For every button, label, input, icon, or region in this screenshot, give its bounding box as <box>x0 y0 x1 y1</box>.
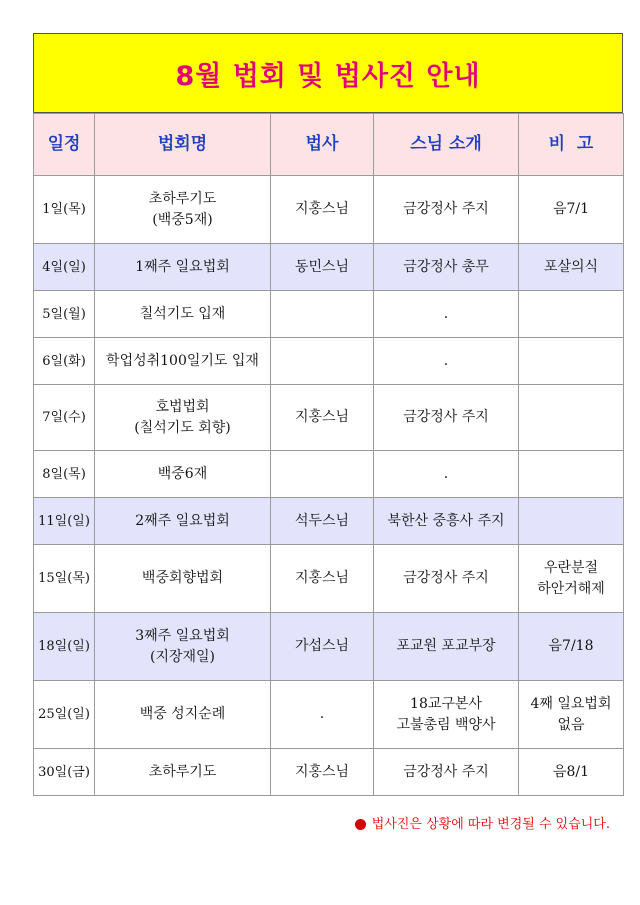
note-cell-line: 음8/1 <box>552 763 590 780</box>
note-cell <box>519 338 624 385</box>
monk-cell <box>271 291 374 338</box>
note-cell <box>519 681 624 749</box>
header-intro: 스님 소개 <box>374 114 519 176</box>
schedule-body <box>34 176 624 796</box>
event-cell <box>95 498 271 545</box>
date-cell-text: 11일(일) <box>38 513 90 529</box>
bullet-dot-icon <box>355 819 366 830</box>
monk-cell <box>271 338 374 385</box>
event-cell <box>95 338 271 385</box>
monk-cell-text: 지홍스님 <box>294 201 350 217</box>
intro-cell-line: . <box>443 465 449 482</box>
note-cell <box>519 244 624 291</box>
table-row <box>34 244 624 291</box>
schedule-sheet <box>33 33 623 796</box>
note-cell-line: 없음 <box>557 716 585 733</box>
intro-cell <box>374 338 519 385</box>
date-cell <box>34 451 95 498</box>
event-cell <box>95 291 271 338</box>
event-cell-line: (백중5재) <box>152 211 213 228</box>
monk-cell-text: 가섭스님 <box>294 638 350 654</box>
date-cell-text: 4일(일) <box>42 259 86 275</box>
header-date: 일정 <box>34 114 95 176</box>
table-row <box>34 498 624 545</box>
monk-cell <box>271 613 374 681</box>
event-cell-line: 호법법회 <box>155 398 210 415</box>
intro-cell <box>374 451 519 498</box>
note-cell-line: 음7/1 <box>552 201 590 217</box>
date-cell-text: 30일(금) <box>38 764 90 780</box>
intro-cell-line: 고불총림 백양사 <box>396 716 496 733</box>
monk-cell-text: 석두스님 <box>294 512 350 529</box>
intro-cell-line: 금강정사 주지 <box>403 201 489 217</box>
date-cell <box>34 176 95 244</box>
note-cell-line: 4째 일요법회 <box>530 695 612 712</box>
date-cell-text: 15일(목) <box>38 571 90 586</box>
table-row <box>34 176 624 244</box>
date-cell-text: 8일(목) <box>42 466 86 482</box>
header-row <box>34 114 624 176</box>
intro-cell-line: 금강정사 주지 <box>403 409 489 425</box>
table-row <box>34 291 624 338</box>
note-cell <box>519 176 624 244</box>
intro-cell <box>374 385 519 451</box>
event-cell <box>95 613 271 681</box>
table-row <box>34 681 624 749</box>
date-cell-text: 25일(일) <box>38 707 90 722</box>
monk-cell <box>271 545 374 613</box>
date-cell <box>34 385 95 451</box>
date-cell-text: 7일(수) <box>42 410 86 425</box>
date-cell <box>34 545 95 613</box>
event-cell <box>95 749 271 796</box>
intro-cell-line: 금강정사 총무 <box>403 258 489 275</box>
event-cell-line: 2째주 일요법회 <box>135 512 230 529</box>
note-cell <box>519 291 624 338</box>
event-cell-line: (칠석기도 회향) <box>134 419 231 436</box>
intro-cell-line: . <box>443 305 449 322</box>
intro-cell <box>374 498 519 545</box>
event-cell <box>95 545 271 613</box>
event-cell-line: 학업성취100일기도 입재 <box>106 352 259 369</box>
date-cell <box>34 749 95 796</box>
intro-cell <box>374 681 519 749</box>
note-cell-line: 음7/18 <box>548 638 594 654</box>
event-cell <box>95 244 271 291</box>
event-cell <box>95 385 271 451</box>
event-cell-line: 1째주 일요법회 <box>135 258 230 275</box>
date-cell <box>34 338 95 385</box>
monk-cell-text: 지홍스님 <box>294 570 350 586</box>
intro-cell-line: 포교원 포교부장 <box>396 638 496 654</box>
page-title: 8월 법회 및 법사진 안내 <box>175 60 481 92</box>
intro-cell <box>374 176 519 244</box>
date-cell-text: 18일(일) <box>38 639 90 654</box>
note-cell-line: 하안거해제 <box>537 580 605 597</box>
event-cell <box>95 176 271 244</box>
note-cell <box>519 613 624 681</box>
monk-cell-text: . <box>319 706 325 722</box>
intro-cell <box>374 545 519 613</box>
note-cell-line: 우란분절 <box>543 559 599 576</box>
footnote <box>355 813 610 832</box>
intro-cell-line: . <box>443 352 449 369</box>
monk-cell <box>271 176 374 244</box>
note-cell <box>519 545 624 613</box>
event-cell-line: 초하루기도 <box>148 190 217 207</box>
intro-cell <box>374 613 519 681</box>
header-note: 비 고 <box>519 114 624 176</box>
monk-cell <box>271 244 374 291</box>
table-row <box>34 338 624 385</box>
schedule-table <box>33 113 624 796</box>
event-cell-line: 백중회향법회 <box>141 570 224 586</box>
intro-cell <box>374 749 519 796</box>
monk-cell <box>271 451 374 498</box>
table-row <box>34 545 624 613</box>
table-row <box>34 385 624 451</box>
event-cell-line: 백중6재 <box>157 465 208 482</box>
note-cell <box>519 749 624 796</box>
event-cell <box>95 451 271 498</box>
table-row <box>34 451 624 498</box>
intro-cell-line: 금강정사 주지 <box>403 763 489 780</box>
intro-cell-line: 북한산 중흥사 주지 <box>387 512 505 529</box>
table-row <box>34 749 624 796</box>
title-banner <box>33 33 623 113</box>
date-cell <box>34 291 95 338</box>
note-cell <box>519 385 624 451</box>
date-cell-text: 6일(화) <box>42 353 86 369</box>
event-cell-line: 백중 성지순례 <box>139 706 226 722</box>
note-cell <box>519 451 624 498</box>
note-cell <box>519 498 624 545</box>
intro-cell-line: 18교구본사 <box>410 695 482 712</box>
intro-cell-line: 금강정사 주지 <box>403 570 489 586</box>
header-monk: 법사 <box>271 114 374 176</box>
monk-cell <box>271 749 374 796</box>
intro-cell <box>374 291 519 338</box>
event-cell-line: 칠석기도 입재 <box>139 305 226 322</box>
monk-cell <box>271 385 374 451</box>
table-row <box>34 613 624 681</box>
monk-cell <box>271 681 374 749</box>
monk-cell-text: 지홍스님 <box>294 763 350 780</box>
monk-cell-text: 지홍스님 <box>294 409 350 425</box>
footnote-text: 법사진은 상황에 따라 변경될 수 있습니다. <box>371 817 610 832</box>
date-cell-text: 1일(목) <box>42 202 86 217</box>
date-cell <box>34 613 95 681</box>
note-cell-line: 포살의식 <box>543 258 599 275</box>
date-cell <box>34 681 95 749</box>
date-cell <box>34 244 95 291</box>
event-cell <box>95 681 271 749</box>
monk-cell-text: 동민스님 <box>294 258 350 275</box>
intro-cell <box>374 244 519 291</box>
date-cell-text: 5일(월) <box>42 306 86 322</box>
header-event: 법회명 <box>95 114 271 176</box>
event-cell-line: 초하루기도 <box>148 763 217 780</box>
date-cell <box>34 498 95 545</box>
event-cell-line: 3째주 일요법회 <box>135 627 230 644</box>
monk-cell <box>271 498 374 545</box>
event-cell-line: (지장재일) <box>149 648 216 665</box>
